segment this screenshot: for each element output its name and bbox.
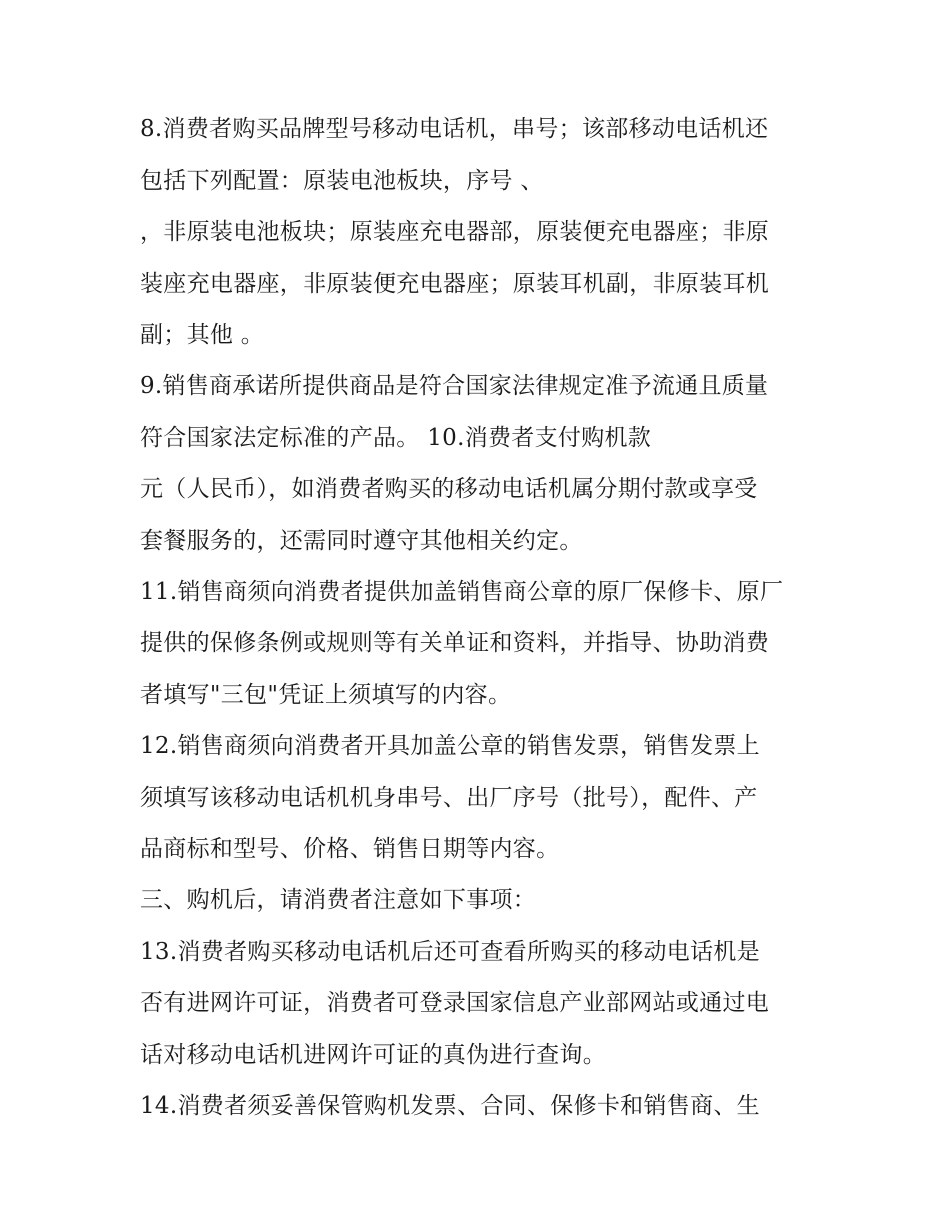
text-line-11: 提供的保修条例或规则等有关单证和资料，并指导、协助消费 (140, 630, 770, 656)
text-line-1: 8.消费者购买品牌型号移动电话机，串号；该部移动电话机还 (140, 116, 769, 142)
text-line-12: 者填写"三包"凭证上须填写的内容。 (140, 682, 512, 708)
text-line-3: ，非原装电池板块；原装座充电器部，原装便充电器座；非原 (140, 219, 770, 245)
text-line-13: 12.销售商须向消费者开具加盖公章的销售发票，销售发票上 (140, 733, 760, 759)
section-heading: 三、购机后，请消费者注意如下事项： (140, 887, 537, 913)
text-line-18: 否有进网许可证，消费者可登录国家信息产业部网站或通过电 (140, 990, 770, 1016)
text-line-6: 9.销售商承诺所提供商品是符合国家法律规定准予流通且质量 (140, 373, 769, 399)
text-line-14: 须填写该移动电话机机身串号、出厂序号（批号），配件、产 (140, 785, 758, 811)
text-line-17: 13.消费者购买移动电话机后还可查看所购买的移动电话机是 (140, 939, 760, 965)
text-line-10: 11.销售商须向消费者提供加盖销售商公章的原厂保修卡、原厂 (140, 579, 784, 605)
text-line-4: 装座充电器座，非原装便充电器座；原装耳机副，非原装耳机 (140, 271, 770, 297)
text-line-19: 话对移动电话机进网许可证的真伪进行查询。 (140, 1042, 606, 1068)
text-line-20: 14.消费者须妥善保管购机发票、合同、保修卡和销售商、生 (140, 1093, 760, 1119)
text-line-5: 副；其他 。 (140, 322, 265, 348)
text-line-15: 品商标和型号、价格、销售日期等内容。 (140, 836, 560, 862)
text-line-7: 符合国家法定标准的产品。 10.消费者支付购机款 (140, 425, 652, 451)
text-line-9: 套餐服务的，还需同时遵守其他相关约定。 (140, 528, 583, 554)
text-line-2: 包括下列配置：原装电池板块，序号 、 (140, 168, 544, 194)
text-line-8: 元（人民币），如消费者购买的移动电话机属分期付款或享受 (140, 476, 758, 502)
